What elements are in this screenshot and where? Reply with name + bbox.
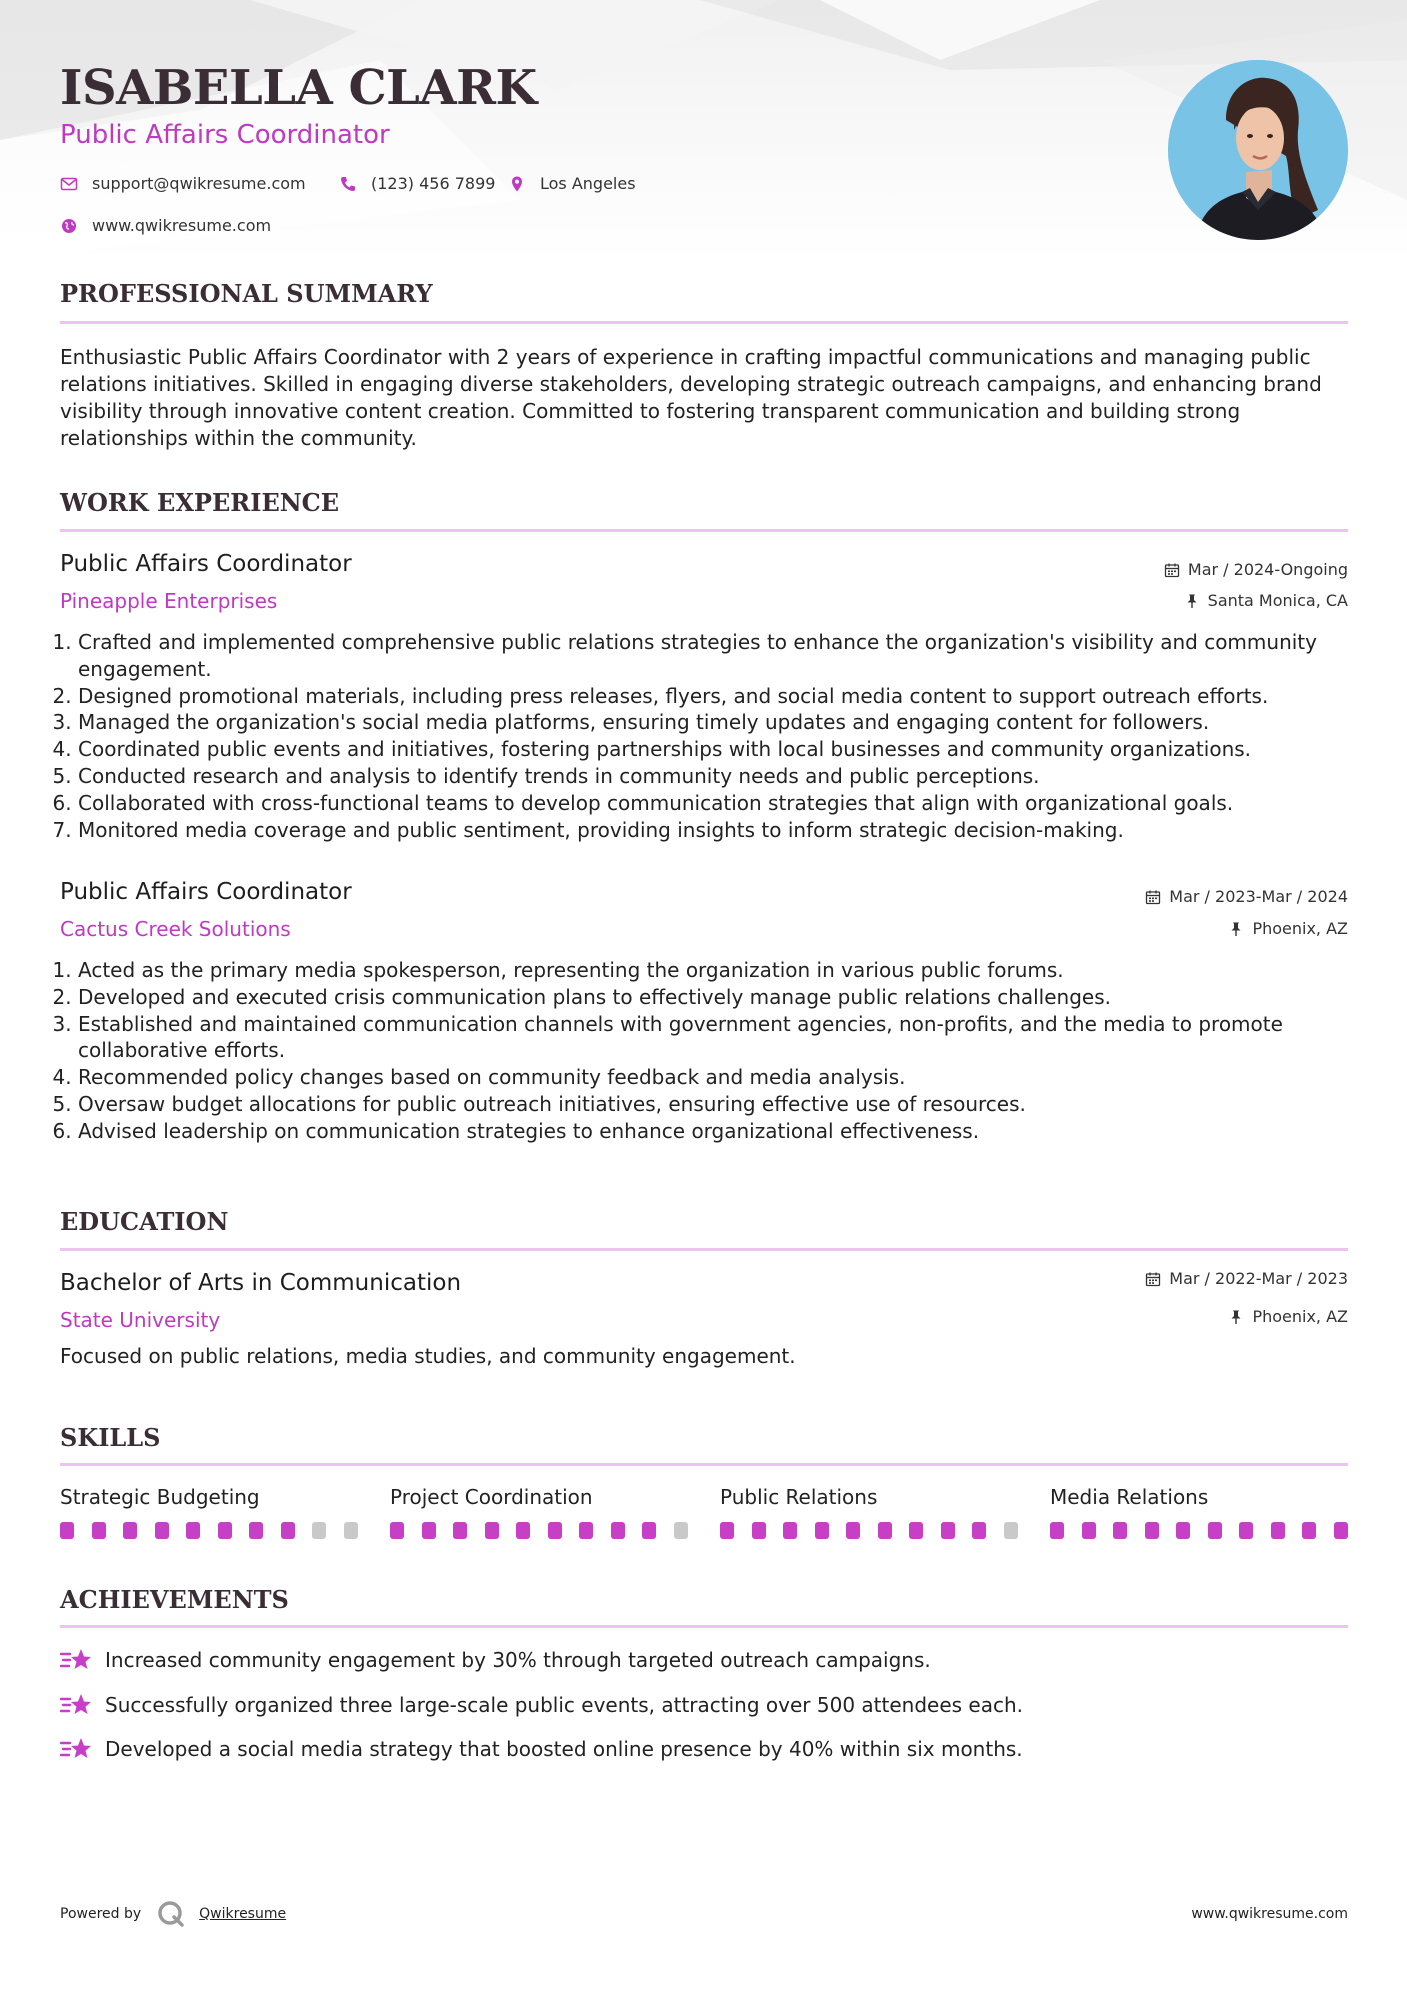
skill-rating xyxy=(390,1522,688,1539)
shooting-star-icon xyxy=(60,1646,92,1674)
skill-name: Project Coordination xyxy=(390,1485,593,1509)
contact-phone[interactable] xyxy=(339,173,495,195)
phone-icon xyxy=(339,175,357,193)
rating-dot-filled xyxy=(815,1522,829,1539)
job-dates xyxy=(1145,886,1348,908)
rating-dot-empty xyxy=(344,1522,358,1539)
rating-dot-filled xyxy=(60,1522,74,1539)
pushpin-icon xyxy=(1228,921,1244,937)
education-location xyxy=(1228,1306,1348,1328)
rating-dot-filled xyxy=(1239,1522,1253,1539)
education-description: Focused on public relations, media studies, and community engagement. xyxy=(60,1344,796,1368)
rating-dot-filled xyxy=(516,1522,530,1539)
degree-title: Bachelor of Arts in Communication xyxy=(60,1270,462,1296)
job-responsibilities xyxy=(60,957,1348,1145)
rating-dot-filled xyxy=(123,1522,137,1539)
calendar-icon xyxy=(1164,562,1180,578)
calendar-icon xyxy=(1145,1271,1161,1287)
skill-name: Public Relations xyxy=(720,1485,878,1509)
job-dates-text: Mar / 2023-Mar / 2024 xyxy=(1169,887,1348,906)
list-item: 1. Acted as the primary media spokesperson, representing the organization in various public forums. xyxy=(78,957,1348,984)
rating-dot-filled xyxy=(878,1522,892,1539)
rating-dot-filled xyxy=(1302,1522,1316,1539)
rating-dot-filled xyxy=(1176,1522,1190,1539)
footer-website[interactable]: www.qwikresume.com xyxy=(1191,1906,1348,1922)
qwikresume-logo-icon xyxy=(157,1900,185,1928)
job-title: Public Affairs Coordinator xyxy=(60,879,352,905)
rating-dot-empty xyxy=(674,1522,688,1539)
list-item: 6. Advised leadership on communication strategies to enhance organizational effectiveness. xyxy=(78,1118,1348,1145)
rating-dot-filled xyxy=(1145,1522,1159,1539)
rating-dot-filled xyxy=(1208,1522,1222,1539)
phone-text: (123) 456 7899 xyxy=(371,174,496,193)
list-item: 5. Oversaw budget allocations for public outreach initiatives, ensuring effective use of resources. xyxy=(78,1091,1348,1118)
location-text: Los Angeles xyxy=(540,174,636,193)
rating-dot-filled xyxy=(186,1522,200,1539)
job-dates xyxy=(1164,559,1348,581)
list-item: 4. Coordinated public events and initiatives, fostering partnerships with local businesses and community organizations. xyxy=(78,736,1348,763)
shooting-star-icon xyxy=(60,1735,92,1763)
skills-heading: SKILLS xyxy=(60,1423,161,1452)
skill-rating xyxy=(1050,1522,1348,1539)
rating-dot-filled xyxy=(218,1522,232,1539)
rating-dot-filled xyxy=(579,1522,593,1539)
location-pin-icon xyxy=(508,175,526,193)
skill-rating xyxy=(720,1522,1018,1539)
candidate-title: Public Affairs Coordinator xyxy=(60,120,390,150)
rating-dot-filled xyxy=(1113,1522,1127,1539)
skill-name: Strategic Budgeting xyxy=(60,1485,260,1509)
rating-dot-filled xyxy=(642,1522,656,1539)
rating-dot-filled xyxy=(548,1522,562,1539)
school-name: State University xyxy=(60,1308,221,1332)
rating-dot-filled xyxy=(1082,1522,1096,1539)
rating-dot-filled xyxy=(155,1522,169,1539)
education-heading: EDUCATION xyxy=(60,1207,229,1236)
list-item: 5. Conducted research and analysis to identify trends in community needs and public perceptions. xyxy=(78,763,1348,790)
contact-location xyxy=(508,173,636,195)
contact-email[interactable] xyxy=(60,173,306,195)
website-text: www.qwikresume.com xyxy=(92,216,272,235)
job-company: Cactus Creek Solutions xyxy=(60,917,291,941)
rating-dot-filled xyxy=(281,1522,295,1539)
skills-divider xyxy=(60,1463,1348,1466)
education-dates xyxy=(1145,1268,1348,1290)
email-text: support@qwikresume.com xyxy=(92,174,306,193)
summary-heading: PROFESSIONAL SUMMARY xyxy=(60,279,433,308)
envelope-icon xyxy=(60,175,78,193)
rating-dot-filled xyxy=(92,1522,106,1539)
achievement-item xyxy=(60,1646,931,1674)
achievement-item xyxy=(60,1691,1023,1719)
rating-dot-filled xyxy=(453,1522,467,1539)
list-item: 6. Collaborated with cross-functional teams to develop communication strategies that align with organizational goals. xyxy=(78,790,1348,817)
rating-dot-filled xyxy=(611,1522,625,1539)
experience-heading: WORK EXPERIENCE xyxy=(60,488,340,517)
job-location xyxy=(1184,590,1348,612)
experience-divider xyxy=(60,529,1348,532)
achievement-item xyxy=(60,1735,1023,1763)
rating-dot-filled xyxy=(1271,1522,1285,1539)
calendar-icon xyxy=(1145,889,1161,905)
brand-link[interactable]: Qwikresume xyxy=(199,1906,287,1922)
rating-dot-filled xyxy=(249,1522,263,1539)
job-company: Pineapple Enterprises xyxy=(60,589,278,613)
skill-name: Media Relations xyxy=(1050,1485,1209,1509)
rating-dot-filled xyxy=(846,1522,860,1539)
job-title: Public Affairs Coordinator xyxy=(60,551,352,577)
education-location-text: Phoenix, AZ xyxy=(1252,1307,1348,1326)
achievement-text: Developed a social media strategy that boosted online presence by 40% within six months. xyxy=(105,1737,1023,1761)
job-dates-text: Mar / 2024-Ongoing xyxy=(1187,560,1348,579)
achievement-text: Increased community engagement by 30% through targeted outreach campaigns. xyxy=(105,1648,931,1672)
job-location-text: Santa Monica, CA xyxy=(1207,591,1348,610)
job-location xyxy=(1228,918,1348,940)
rating-dot-filled xyxy=(783,1522,797,1539)
rating-dot-filled xyxy=(720,1522,734,1539)
list-item: 2. Designed promotional materials, including press releases, flyers, and social media content to support outreach efforts. xyxy=(78,683,1348,710)
rating-dot-filled xyxy=(485,1522,499,1539)
rating-dot-empty xyxy=(312,1522,326,1539)
pushpin-icon xyxy=(1184,593,1200,609)
list-item: 1. Crafted and implemented comprehensive public relations strategies to enhance the organization's visibility and community engagement. xyxy=(78,629,1348,683)
rating-dot-filled xyxy=(1050,1522,1064,1539)
summary-divider xyxy=(60,321,1348,324)
profile-photo xyxy=(1168,60,1348,240)
list-item: 3. Managed the organization's social media platforms, ensuring timely updates and engaging content for followers. xyxy=(78,709,1348,736)
rating-dot-empty xyxy=(1004,1522,1018,1539)
rating-dot-filled xyxy=(941,1522,955,1539)
footer-powered-by xyxy=(60,1900,286,1928)
education-dates-text: Mar / 2022-Mar / 2023 xyxy=(1169,1269,1348,1288)
summary-text: Enthusiastic Public Affairs Coordinator with 2 years of experience in crafting impactful communications and managing public relations initiatives. Skilled in engaging diverse stakeholders, developing strategic outreach campaigns, and enhancing brand visibility through innovative content creation. Committed to fostering transparent communication and building strong relationships within the community. xyxy=(60,345,1322,450)
rating-dot-filled xyxy=(752,1522,766,1539)
contact-website[interactable] xyxy=(60,215,271,237)
powered-by-label: Powered by xyxy=(60,1906,142,1922)
achievements-heading: ACHIEVEMENTS xyxy=(60,1585,289,1614)
globe-icon xyxy=(60,217,78,235)
list-item: 2. Developed and executed crisis communication plans to effectively manage public relations challenges. xyxy=(78,984,1348,1011)
rating-dot-filled xyxy=(972,1522,986,1539)
rating-dot-filled xyxy=(1334,1522,1348,1539)
achievement-text: Successfully organized three large-scale public events, attracting over 500 attendees each. xyxy=(105,1693,1023,1717)
list-item: 4. Recommended policy changes based on community feedback and media analysis. xyxy=(78,1064,1348,1091)
shooting-star-icon xyxy=(60,1691,92,1719)
job-responsibilities xyxy=(60,629,1348,843)
list-item: 7. Monitored media coverage and public sentiment, providing insights to inform strategic decision-making. xyxy=(78,817,1348,844)
education-divider xyxy=(60,1248,1348,1251)
pushpin-icon xyxy=(1228,1309,1244,1325)
job-location-text: Phoenix, AZ xyxy=(1252,919,1348,938)
rating-dot-filled xyxy=(909,1522,923,1539)
list-item: 3. Established and maintained communication channels with government agencies, non-profits, and the media to promote collaborative efforts. xyxy=(78,1011,1348,1065)
rating-dot-filled xyxy=(390,1522,404,1539)
candidate-name: ISABELLA CLARK xyxy=(60,60,537,116)
rating-dot-filled xyxy=(422,1522,436,1539)
achievements-divider xyxy=(60,1625,1348,1628)
avatar xyxy=(1168,60,1348,240)
skill-rating xyxy=(60,1522,358,1539)
